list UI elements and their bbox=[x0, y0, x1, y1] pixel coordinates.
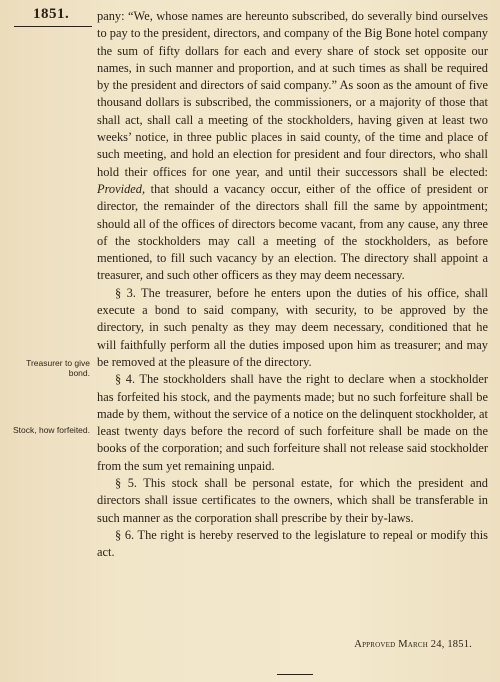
header-rule bbox=[14, 26, 92, 27]
approval-date: Approved March 24, 1851. bbox=[354, 639, 472, 650]
paragraph-continuation bbox=[97, 8, 488, 285]
paragraph-continuation-text: pany: “We, whose names are hereunto subscribed, do severally bind ourselves to pay to the president, directors, and company of the Big Bone hotel company the sum of fifty dollars for each and every share of stock set opposite our names, in such manner and proportion, and at such times as shall be required by the president and directors of said company.” As soon as the amount of five thousand dollars is subscribed, the commissioners, or a majority of those that shall act, shall call a meeting of the stockholders, having given at least two weeks’ notice, in three public places in said county, of the time and place of such meeting, and hold an election for president and four directors, who shall hold their offices for one year, and until their successors shall be elected: bbox=[97, 9, 488, 179]
section-5: § 5. This stock shall be personal estate, for which the president and directors shall issue certificates to the owners, which shall be transferable in such manner as the corporation shall prescribe by their by-laws. bbox=[97, 476, 488, 525]
section-3: § 3. The treasurer, before he enters upon the duties of his office, shall execute a bond to said company, with security, to be approved by the directory, in such penalty as they may deem necessary, conditioned that he will faithfully perform all the duties imposed upon him as treasurer; and may be removed at the pleasure of the directory. bbox=[97, 285, 488, 369]
section-6: § 6. The right is hereby reserved to the legislature to repeal or modify this act. bbox=[97, 527, 488, 560]
provided-word: Provided, bbox=[97, 181, 146, 196]
margin-note-treasurer: Treasurer to give bond. bbox=[26, 358, 90, 378]
paragraph-continuation-rest: that should a vacancy occur, either of the office of president or director, the remainder of the directors shall fill the same by appointment; should all of the offices of directors become vacant, from any cause, any three of the stockholders may call a meeting of the stockholders, as before mentioned, to fill such vacancy by an election. The directory shall appoint a treasurer, and such other officers as they may deem necessary. bbox=[97, 181, 488, 283]
footer-rule bbox=[277, 674, 313, 675]
statute-text bbox=[97, 8, 488, 562]
page-year: 1851. bbox=[33, 6, 70, 22]
margin-note-stock: Stock, how forfeited. bbox=[12, 425, 90, 435]
section-4: § 4. The stockholders shall have the right to declare when a stockholder has forfeited his stock, and the payments made; but no such forfeiture shall be made by them, without the service of a notice on the delinquent stockholder, at least twenty days before the record of such forfeiture shall be made on the books of the corporation; and such forfeiture shall not release said stockholder from the sum yet remaining unpaid. bbox=[97, 372, 488, 473]
